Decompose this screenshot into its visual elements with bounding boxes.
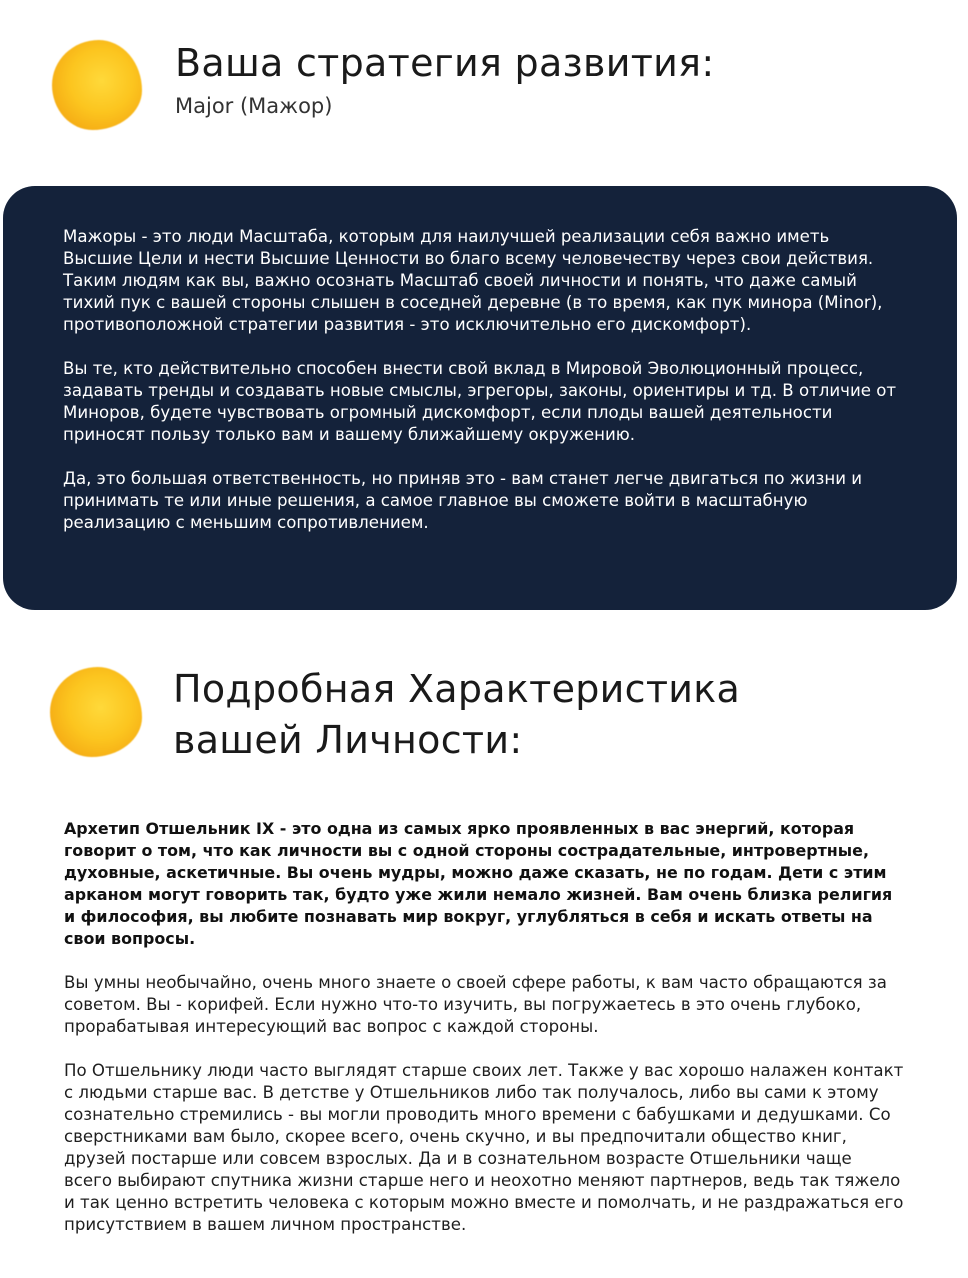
personality-title-line2: вашей Личности: xyxy=(173,718,523,762)
personality-title-line1: Подробная Характеристика xyxy=(173,667,741,711)
yellow-sun-icon xyxy=(50,667,142,757)
strategy-paragraph: Вы те, кто действительно способен внести свой вклад в Мировой Эволюционный процесс, задавать тренды и создавать новые смыслы, эгрегоры, законы, ориентиры и тд. В отличие от Миноров, будете чувствовать огромный дискомфорт, если плоды вашей деятельности приносят пользу только вам и вашему ближайшему окружению. xyxy=(63,359,897,444)
personality-paragraph: Вы умны необычайно, очень много знаете о своей сфере работы, к вам часто обращаются за советом. Вы - корифей. Если нужно что-то изучить, вы погружаетесь в это очень глубоко, прорабатывая интересующий вас вопрос с каждой стороны. xyxy=(64,973,887,1036)
personality-paragraph: По Отшельнику люди часто выглядят старше своих лет. Также у вас хорошо налажен контакт с людьми старше вас. В детстве у Отшельников либо так получалось, либо вы сами к этому сознательно стремились - вы могли проводить много времени с бабушками и дедушками. Со сверстниками вам было, скорее всего, очень скучно, и вы предпочитали общество книг, друзей постарше или совсем взрослых. Да и в сознательном возрасте Отшельники чаще всего выбирают спутника жизни старше него и неохотно меняют партнеров, ведь так тяжело и так ценно встретить человека с которым можно вместе и помолчать, и не раздражаться его присутствием в вашем личном пространстве. xyxy=(64,1061,904,1234)
strategy-description-card xyxy=(3,186,957,610)
strategy-paragraph: Да, это большая ответственность, но приняв это - вам станет легче двигаться по жизни и принимать те или иные решения, а самое главное вы сможете войти в масштабную реализацию с меньшим сопротивлением. xyxy=(63,469,863,532)
personality-title xyxy=(173,664,740,766)
personality-paragraph-bold: Архетип Отшельник IX - это одна из самых ярко проявленных в вас энергий, которая говорит о том, что как личности вы с одной стороны сострадательные, интровертные, духовные, аскетичные. Вы очень мудры, можно даже сказать, не по годам. Дети с этим арканом могут говорить так, будто уже жили немало жизней. Вам очень близка религия и философия, вы любите познавать мир вокруг, углубляться в себя и искать ответы на свои вопросы. xyxy=(64,819,893,948)
strategy-subtitle: Major (Мажор) xyxy=(175,94,333,118)
yellow-sun-icon xyxy=(52,40,142,130)
strategy-title: Ваша стратегия развития: xyxy=(175,41,715,85)
personality-description xyxy=(64,818,904,1258)
strategy-paragraph: Мажоры - это люди Масштаба, которым для наилучшей реализации себя важно иметь Высшие Цели и нести Высшие Ценности во благо всему человечеству через свои действия. Таким людям как вы, важно осознать Масштаб своей личности и понять, что даже самый тихий пук с вашей стороны слышен в соседней деревне (в то время, как пук минора (Minor), противоположной стратегии развития - это исключительно его дискомфорт). xyxy=(63,227,883,334)
